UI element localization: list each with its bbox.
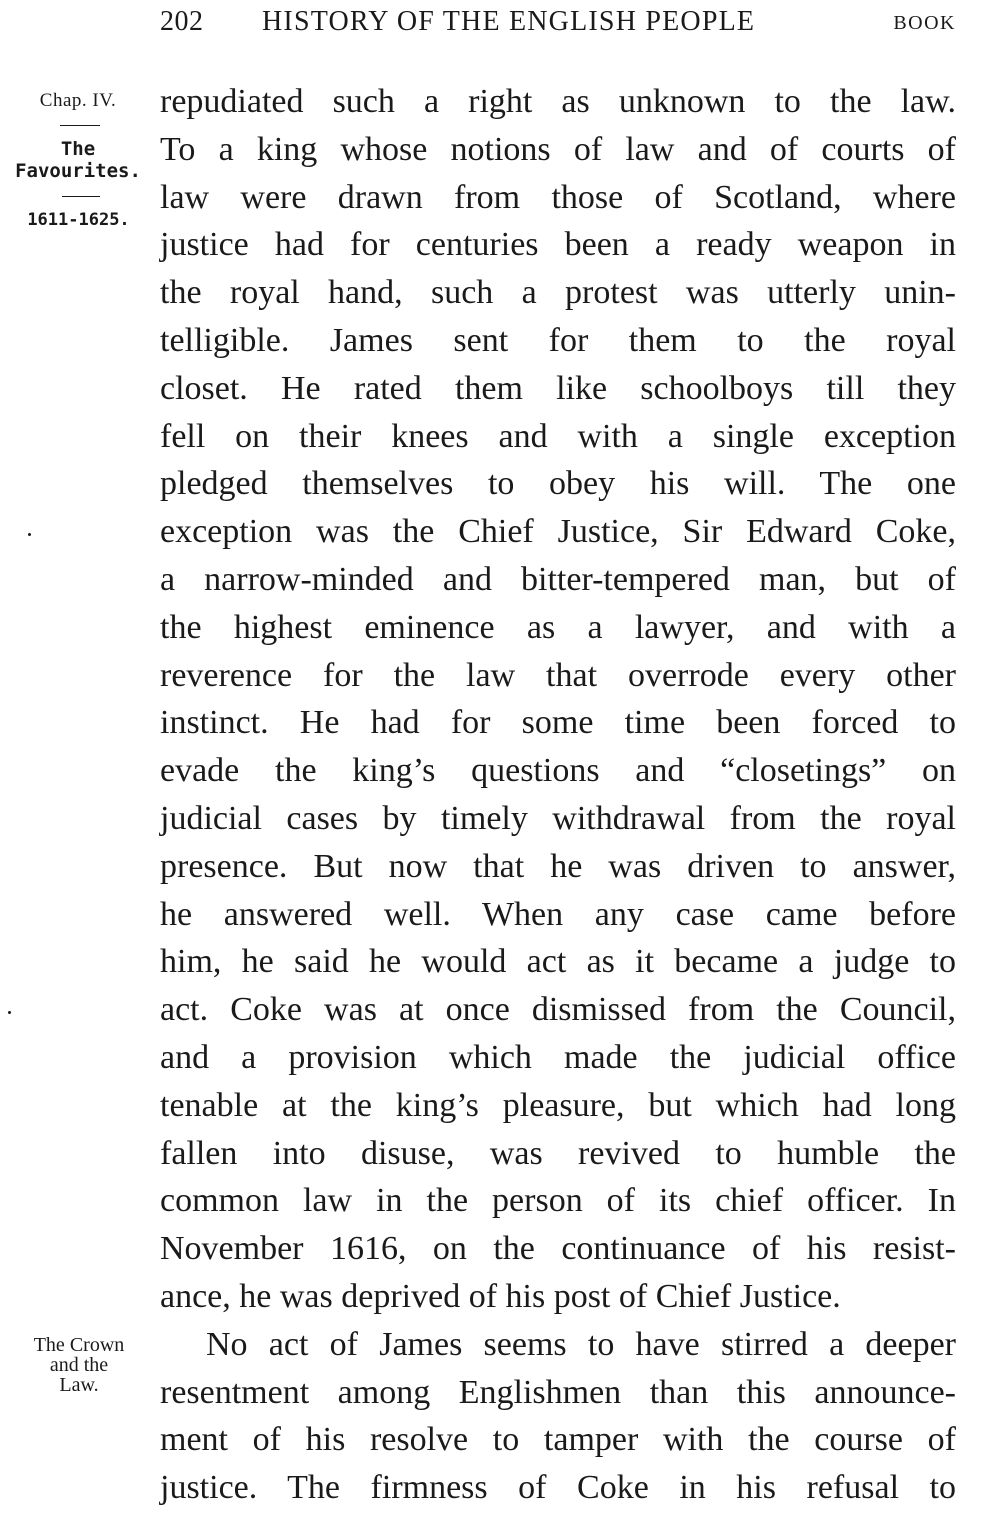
text-line: closet. He rated them like schoolboys till they xyxy=(160,369,956,407)
margin-note-crown-line2: and the xyxy=(49,1354,109,1376)
text-line: he answered well. When any case came before xyxy=(160,895,956,933)
text-line-paragraph-start: No act of James seems to have stirred a deeper xyxy=(206,1325,956,1363)
text-line-paragraph-end: ance, he was deprived of his post of Chief Justice. xyxy=(160,1277,841,1315)
running-book-label: BOOK xyxy=(893,12,956,34)
margin-rule-top xyxy=(60,125,100,126)
text-line: judicial cases by timely withdrawal from the royal xyxy=(160,799,956,837)
running-title: HISTORY OF THE ENGLISH PEOPLE xyxy=(262,6,756,37)
text-line: pledged themselves to obey his will. The one xyxy=(160,465,956,503)
text-line: act. Coke was at once dismissed from the Council, xyxy=(160,991,956,1029)
text-line: a narrow-minded and bitter-tempered man, but of xyxy=(160,560,956,598)
text-line: tenable at the king’s pleasure, but which had long xyxy=(160,1086,956,1124)
text-line: him, he said he would act as it became a judge to xyxy=(160,943,956,981)
text-line: ment of his resolve to tamper with the course of xyxy=(160,1421,956,1459)
margin-speck-1 xyxy=(28,533,31,536)
text-line: evade the king’s questions and “closetings” on xyxy=(160,752,956,790)
text-line: To a king whose notions of law and of courts of xyxy=(160,130,956,168)
margin-note-dates: 1611-1625. xyxy=(27,210,130,230)
margin-note-crown-line1: The Crown xyxy=(33,1334,125,1356)
margin-note-section xyxy=(8,138,148,182)
text-line: instinct. He had for some time been forced to xyxy=(160,704,956,742)
running-head xyxy=(158,6,958,46)
text-line: repudiated such a right as unknown to the law. xyxy=(160,83,956,120)
page-number: 202 xyxy=(160,6,204,37)
text-line: resentment among Englishmen than this announce- xyxy=(160,1373,956,1411)
text-line: the royal hand, such a protest was utterly unin- xyxy=(160,274,956,312)
margin-note-chapter: Chap. IV. xyxy=(39,90,117,111)
text-line: exception was the Chief Justice, Sir Edward Coke, xyxy=(160,513,956,551)
text-line: justice. The firmness of Coke in his refusal to xyxy=(160,1469,956,1507)
text-line: November 1616, on the continuance of his resist- xyxy=(160,1230,956,1268)
text-line: and a provision which made the judicial office xyxy=(160,1038,956,1076)
text-line: fell on their knees and with a single exception xyxy=(160,417,956,455)
body-text xyxy=(160,78,956,1512)
margin-note-section-line1: The xyxy=(60,138,96,160)
margin-note-section-line2: Favourites. xyxy=(15,160,141,182)
text-line: fallen into disuse, was revived to humble the xyxy=(160,1134,956,1172)
margin-rule-bottom xyxy=(62,196,100,197)
text-line: law were drawn from those of Scotland, where xyxy=(160,178,956,216)
margin-speck-2 xyxy=(8,1011,11,1014)
margin-note-crown-line3: Law. xyxy=(59,1374,99,1396)
text-line: common law in the person of its chief officer. In xyxy=(160,1182,956,1220)
text-line: presence. But now that he was driven to answer, xyxy=(160,847,956,885)
text-line: the highest eminence as a lawyer, and with a xyxy=(160,608,956,646)
text-line: justice had for centuries been a ready weapon in xyxy=(160,226,956,264)
text-line: reverence for the law that overrode every other xyxy=(160,656,956,694)
text-line: telligible. James sent for them to the royal xyxy=(160,321,956,359)
margin-note-crown-and-law xyxy=(14,1335,144,1395)
